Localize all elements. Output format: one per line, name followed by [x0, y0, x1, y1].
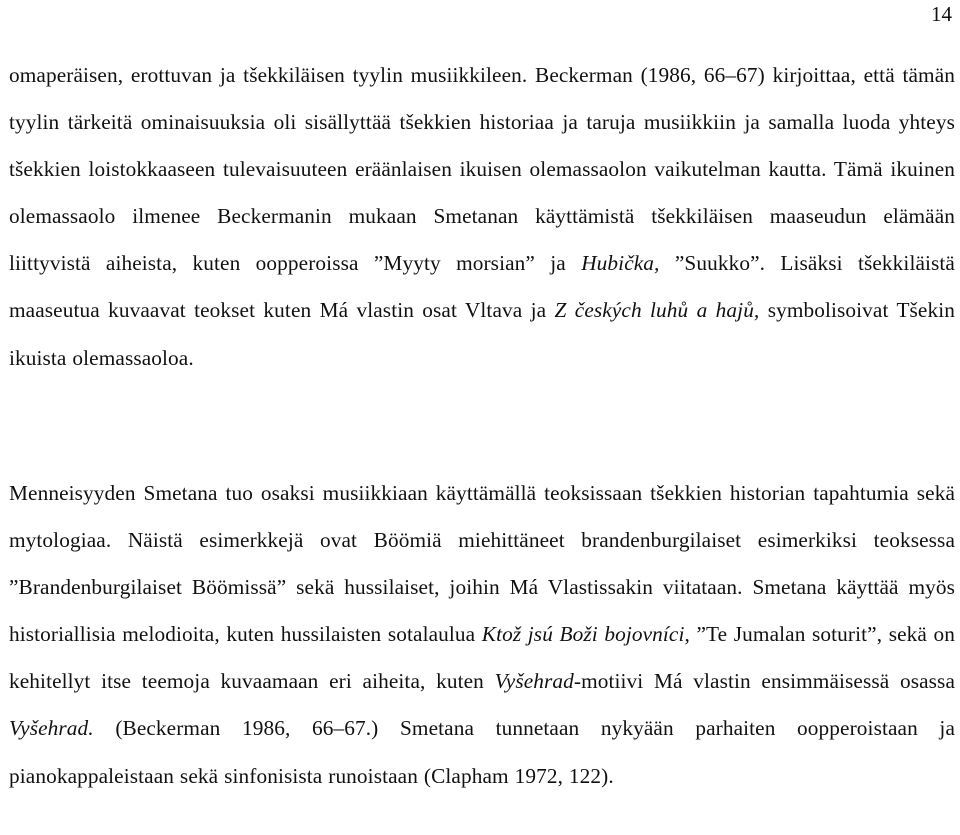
paragraph-2-text: (Beckerman 1986, 66–67.) Smetana tunnetaan nykyään parhaiten oopperoistaan ja pianokappaleistaan sekä sinfonisista runoistaan (Clapham 1972, 122).: [9, 716, 955, 788]
paragraph-1-text: omaperäisen, erottuvan ja tšekkiläisen tyylin musiikkileen. Beckerman (1986, 66–67) kirjoittaa, että tämän tyylin tärkeitä ominaisuuksia oli sisällyttää tšekkien historiaa ja taruja musiikkiin ja samalla luoda yhteys tšekkien loistokkaaseen tulevaisuuteen eräänlaisen ikuisen olemassaolon vaikutelman kautta. Tämä ikuinen olemassaolo ilmenee Beckermanin mukaan Smetanan käyttämistä tšekkiläisen maaseudun elämään liittyvistä aiheista, kuten oopperoissa ”Myyty morsian” ja: [9, 63, 955, 276]
paragraph-2-text: -motiivi Má vlastin ensimmäisessä osassa: [573, 669, 956, 694]
paragraph-2-text: Menneisyyden Smetana tuo osaksi musiikkiaan käyttämällä teoksissaan tšekkien historian tapahtumia sekä mytologiaa. Näistä esimerkkejä ovat Böömiä miehittäneet brandenburgilaiset esimerkiksi teoksessa ”Brandenburgilaiset Böömissä” sekä hussilaiset, joihin Má Vlastissakin viitataan. Smetana käyttää myös historiallisia melodioita, kuten hussilaisten sotalaulua: [9, 481, 955, 647]
paragraph-1-text: symbolisoivat Tšekin ikuista olemassaoloa.: [9, 298, 956, 370]
paragraph-2-text: , ”Te Jumalan soturit”, sekä on kehitellyt itse teemoja kuvaamaan eri aiheita, kuten: [9, 622, 955, 694]
paragraph-2-italic-title: Vyšehrad: [494, 669, 574, 694]
paragraph-2-italic-title: Ktož jsú Boži bojovníci: [481, 622, 685, 647]
paragraph-1: [9, 52, 955, 382]
paragraph-2-italic-title: Vyšehrad.: [9, 716, 94, 741]
paragraph-1-italic-title: Hubička,: [581, 251, 660, 276]
page-number: 14: [931, 2, 952, 26]
paragraph-1-italic-title: Z českých luhů a hajů,: [554, 298, 760, 323]
paragraph-1-text: ”Suukko”. Lisäksi tšekkiläistä maaseutua kuvaavat teokset kuten Má vlastin osat Vltava ja: [9, 251, 955, 323]
paragraph-2: [9, 470, 955, 800]
